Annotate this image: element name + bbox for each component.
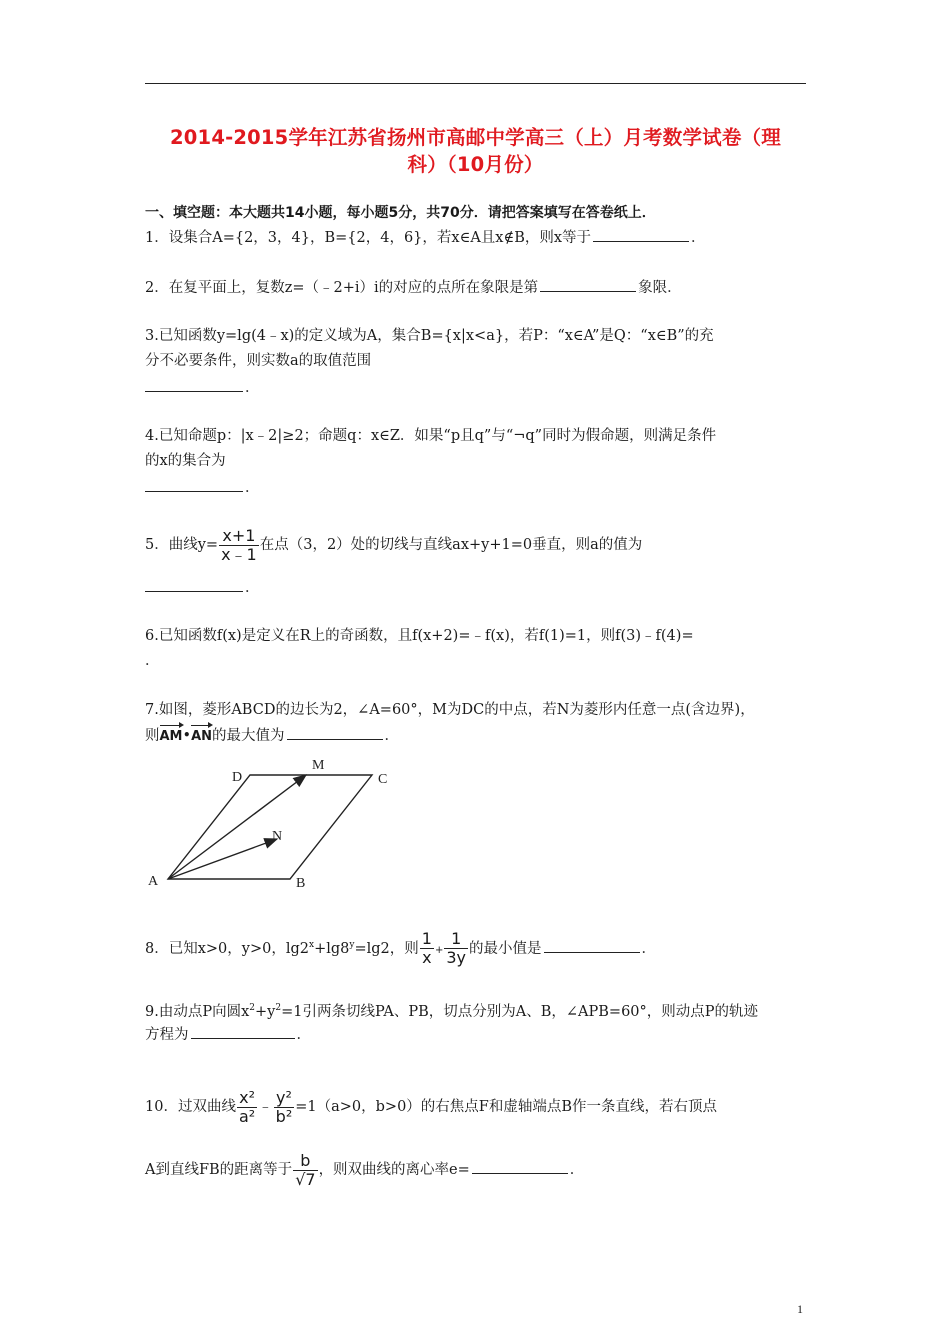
answer-blank[interactable] [145,377,243,392]
section-heading: 一、填空题：本大题共14小题，每小题5分，共70分．请把答案填写在答卷纸上． [145,205,656,221]
question-2: 2．在复平面上，复数z=（﹣2+i）i的对应的点所在象限是第 象限． [145,277,815,298]
rhombus-figure [140,755,400,895]
question-6-line2: ． [145,653,160,669]
question-5: 5．曲线y= $\frac{x+1}{x﹣1}$ 在点（3，2）处的切线与直线ax+y+1=0垂直，则a的值为 [145,525,643,564]
vector-am: AM [160,727,183,747]
page-number: 1 [797,1302,803,1316]
question-10-line1: 10．过双曲线 $\frac{\text{x²}}{\text{a²}}$ ﹣ $\frac{\text{y²}}{\text{b²}}$ =1（a>0，b>0）的右焦点F和虚轴端点B作一条直线，若右顶点 [145,1087,718,1126]
answer-blank[interactable] [472,1159,568,1174]
fraction: $\frac{1}{3y}$ [446,929,466,968]
fraction: $\frac{\text{x²}}{\text{a²}}$ [238,1087,256,1126]
answer-blank[interactable] [593,227,689,242]
label-n: N [272,829,283,844]
answer-blank[interactable] [540,277,636,292]
rhombus-outline [168,775,372,879]
label-a: A [148,874,159,889]
page-title-line1: 2014-2015学年江苏省扬州市高邮中学高三（上）月考数学试卷（理 [170,126,781,149]
question-5-line2: ． [145,577,815,598]
answer-blank[interactable] [191,1024,295,1039]
vector-an: AN [191,727,212,747]
fraction: $\frac{\text{y²}}{\text{b²}}$ [275,1087,293,1126]
answer-blank[interactable] [145,577,243,592]
header-rule [145,83,806,84]
question-3-line1: 3.已知函数y=lg(4﹣x)的定义域为A，集合B={x|x<a}，若P：“x∈A”是Q：“x∈B”的充 [145,328,714,344]
question-10-line2: A到直线FB的距离等于 $\frac{b}{√7}$ ，则双曲线的离心率e= ． [145,1150,585,1189]
label-c: C [378,772,388,787]
question-1: 1．设集合A={2，3，4}，B={2，4，6}，若x∈A且x∉B，则x等于 ． [145,227,815,248]
answer-blank[interactable] [287,725,383,740]
label-d: D [232,770,243,785]
answer-blank[interactable] [145,477,243,492]
fraction: $\frac{1}{x}$ [421,929,432,968]
question-9-line2: 方程为 ． [145,1024,815,1045]
fraction: $\frac{x+1}{x﹣1}$ [221,525,257,564]
question-8: 8．已知x>0，y>0，$\lg 2^x+\lg 8^y=\lg 2$，则 $\frac{1}{x}$ + $\frac{1}{3y}$ 的最小值是 ． [145,929,656,968]
label-m: M [312,758,325,773]
question-7-line2: 则AM•AN的最大值为 ． [145,725,815,747]
question-9-line1: 9.由动点P向圆$x^2+y^2=1$引两条切线PA、PB，切点分别为A、B，∠APB=60°，则动点P的轨迹 [145,1003,759,1020]
fraction: $\frac{b}{√7}$ [295,1150,316,1189]
page-title-line2: 科）（10月份） [407,153,544,176]
label-b: B [296,876,306,891]
question-7-line1: 7.如图，菱形ABCD的边长为2，∠A=60°，M为DC的中点，若N为菱形内任意一点(含边界)， [145,702,755,718]
question-6-line1: 6.已知函数f(x)是定义在R上的奇函数，且f(x+2)=﹣f(x)，若f(1)=1，则f(3)﹣f(4)= [145,628,694,644]
question-4-line1: 4.已知命题p：|x﹣2|≥2；命题q：x∈Z．如果“p且q”与“¬q”同时为假命题，则满足条件 [145,428,717,444]
answer-blank[interactable] [544,938,640,953]
question-4-line2: 的x的集合为 [145,453,226,469]
question-4-line3: ． [145,477,815,498]
question-3-line2: 分不必要条件，则实数a的取值范围 [145,353,372,369]
question-3-line3: ． [145,377,815,398]
